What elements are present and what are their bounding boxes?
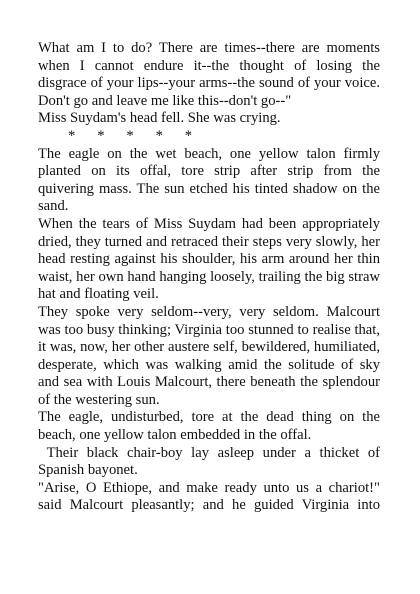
paragraph-spoke: They spoke very seldom--very, very seldom. Malcourt was too busy thinking; Virginia too stunned to realise that, it was, now, her other austere self, bewildered, humiliated, desperate, which was walking amid the solitude of sky and sea with Louis Malcourt, there beneath the splendour of the westering sun. — [38, 303, 380, 408]
paragraph-chair-boy: Their black chair-boy lay asleep under a thicket of Spanish bayonet. — [38, 444, 384, 479]
paragraph-plea: What am I to do? There are times--there are moments when I cannot endure it--the thought of losing the disgrace of your lips--your arms--the sound of your voice. Don't go and leave me like this--don't go--" — [38, 40, 380, 109]
paragraph-eagle-undisturbed: The eagle, undisturbed, tore at the dead thing on the beach, one yellow talon embedded in the offal. — [38, 409, 380, 444]
paragraph-arise: "Arise, O Ethiope, and make ready unto us a chariot!" said Malcourt pleasantly; and he guided Virginia into — [38, 479, 380, 514]
paragraph-tears: When the tears of Miss Suydam had been appropriately dried, they turned and retraced their steps very slowly, her head resting against his shoulder, his arm around her thin waist, her own hand hanging loosely, trailing the big straw hat and floating veil. — [38, 215, 380, 303]
book-page — [38, 40, 384, 515]
section-break-asterisks: * * * * * — [68, 127, 193, 144]
paragraph-eagle: The eagle on the wet beach, one yellow talon firmly planted on its offal, tore strip after strip from the quivering mass. The sun etched his tinted shadow on the sand. — [38, 145, 380, 215]
paragraph-crying: Miss Suydam's head fell. She was crying. — [38, 110, 281, 127]
